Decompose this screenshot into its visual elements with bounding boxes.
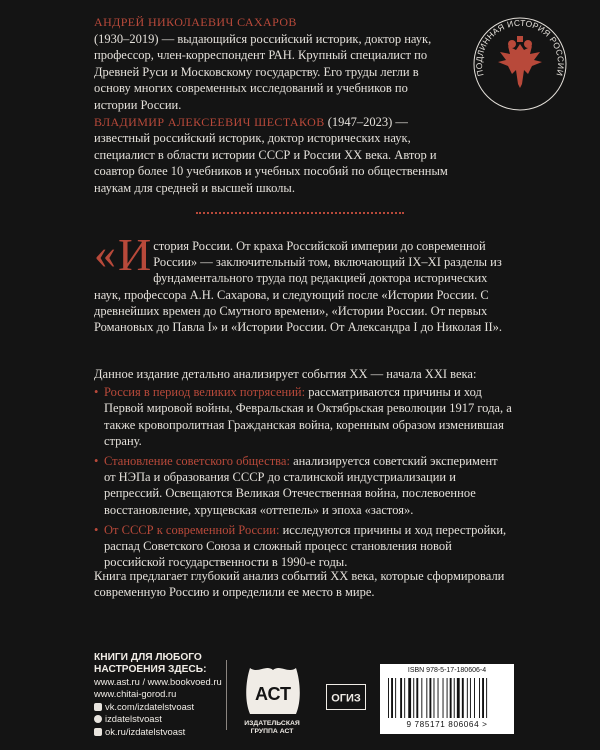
barcode-bar	[388, 678, 389, 718]
footer-divider	[226, 660, 227, 730]
barcode-bar	[421, 678, 422, 718]
contents-list	[94, 384, 512, 570]
barcode-bar	[408, 678, 411, 718]
closing-paragraph: Книга предлагает глубокий анализ событий XX века, которые сформировали современную Россию и определили ее место в мире.	[94, 569, 505, 600]
series-seal	[470, 14, 570, 114]
barcode-bar	[482, 678, 484, 718]
list-item	[94, 453, 512, 518]
barcode-bar	[474, 678, 475, 718]
barcode-bar	[447, 678, 448, 718]
double-headed-eagle-icon	[498, 36, 542, 88]
link-text[interactable]: www.ast.ru / www.bookvoed.ru	[94, 676, 222, 687]
author-1	[94, 14, 454, 114]
barcode-bar	[467, 678, 468, 718]
link-text[interactable]: vk.com/izdatelstvoast	[105, 700, 195, 712]
annotation-paragraph	[94, 229, 510, 335]
authors-block	[94, 14, 454, 197]
link-text[interactable]: ok.ru/izdatelstvoast	[105, 725, 186, 737]
footer-link[interactable]	[94, 688, 234, 700]
list-item-title: Россия в период великих потрясений:	[104, 385, 306, 400]
vk-icon	[94, 703, 102, 711]
svg-text:ОГИЗ: ОГИЗ	[331, 692, 361, 705]
dropcap-group	[94, 229, 152, 280]
publisher-caption-line: ИЗДАТЕЛЬСКАЯ	[244, 720, 300, 727]
barcode-bar	[454, 678, 455, 718]
list-item-text: исследуются причины и ход перестройки, распад Советского Союза и сложный процесс становления новой российской государственности в 1990-е годы.	[104, 522, 507, 570]
list-item-title: От СССР к современной России:	[104, 522, 280, 537]
link-text[interactable]: izdatelstvoast	[105, 713, 162, 725]
dotted-divider	[196, 212, 404, 216]
barcode-bar	[426, 678, 427, 718]
footer-links	[94, 652, 234, 738]
seal-text: ПОДЛИННАЯ ИСТОРИЯ РОССИИ	[473, 17, 567, 78]
list-item	[94, 384, 512, 449]
ogiz-logo	[326, 684, 366, 710]
barcode-bar	[443, 678, 444, 718]
list-item-title: Становление советского общества:	[104, 454, 290, 469]
barcode-bar	[404, 678, 405, 718]
footer-heading: КНИГИ ДЛЯ ЛЮБОГО	[94, 652, 202, 663]
telegram-icon	[94, 715, 102, 723]
list-item-text: анализируется советский эксперимент от НЭПа и образования СССР до сталинской индустриализации и репрессий. Освещаются Великая Отечественная война, послевоенное восстановление, хрущевская «оттепель» и эпоха «застоя».	[104, 454, 498, 517]
footer-link[interactable]	[94, 676, 234, 688]
contents-section	[94, 366, 512, 574]
barcode-bars	[386, 678, 508, 718]
barcode-bar	[416, 678, 418, 718]
list-item	[94, 522, 512, 571]
footer-link[interactable]	[94, 701, 234, 713]
barcode-bar	[457, 678, 460, 718]
barcode-bar	[486, 678, 487, 718]
bullet-marker: •	[94, 385, 99, 400]
barcode-bar	[434, 678, 435, 718]
barcode-bar	[395, 678, 396, 718]
footer-link[interactable]	[94, 726, 234, 738]
barcode-bar	[479, 678, 480, 718]
author-name: АНДРЕЙ НИКОЛАЕВИЧ САХАРОВ	[94, 15, 297, 29]
link-text[interactable]: www.chitai-gorod.ru	[94, 688, 177, 700]
bullet-marker: •	[94, 522, 99, 537]
barcode	[380, 664, 514, 734]
author-bio: (1947–2023) — известный российский историк, доктор исторических наук, специалист в области истории СССР и России XX века. Автор и соавтор более 10 учебников и учебных пособий по общественным наукам для средней и высшей школы.	[94, 114, 448, 195]
footer-link[interactable]	[94, 713, 234, 725]
annotation-text: стория России. От краха Российской империи до современной России» — заключительный том, включающий IX–XI разделы из фундаментального труда под редакцией доктора исторических наук, профессора А.Н. Сахарова, и следующий после «Истории России. С древнейших времен до Смутного времени», «Истории России. От первых Романовых до Павла I» и «Истории России. От Александра I до Николая II».	[94, 239, 503, 335]
barcode-bar	[429, 678, 431, 718]
svg-text:АСТ: АСТ	[254, 684, 292, 704]
author-2	[94, 114, 454, 197]
barcode-bar	[400, 678, 402, 718]
bullet-marker: •	[94, 454, 99, 469]
dropcap-letter: И	[118, 229, 152, 280]
barcode-bar	[438, 678, 439, 718]
contents-lead: Данное издание детально анализирует события XX — начала XXI века:	[94, 367, 477, 381]
footer-heading: НАСТРОЕНИЯ ЗДЕСЬ:	[94, 664, 207, 675]
ok-icon	[94, 728, 102, 736]
opening-quote-mark: «	[94, 229, 116, 278]
barcode-bar	[450, 678, 452, 718]
author-name: ВЛАДИМИР АЛЕКСЕЕВИЧ ШЕСТАКОВ	[94, 114, 325, 129]
publisher-caption-line: ГРУППА АСТ	[250, 728, 294, 735]
barcode-bar	[470, 678, 471, 718]
barcode-number: 9 785171 806064 >	[406, 720, 488, 729]
barcode-bar	[462, 678, 464, 718]
list-item-text: рассматриваются причины и ход Первой мировой войны, Февральская и Октябрьская революции 1917 года, а также кровопролитная Гражданская война, коренным образом изменившая страну.	[104, 385, 512, 448]
barcode-bar	[391, 678, 393, 718]
isbn-text: ISBN 978-5-17-180606-4	[407, 667, 487, 674]
barcode-bar	[413, 678, 414, 718]
author-bio: (1930–2019) — выдающийся российский историк, доктор наук, профессор, член-корреспондент РАН. Крупный специалист по Древней Руси и Московскому государству. Его труды легли в основу многих современных исследований и учебников по истории России.	[94, 31, 432, 112]
publisher-caption	[232, 720, 312, 736]
